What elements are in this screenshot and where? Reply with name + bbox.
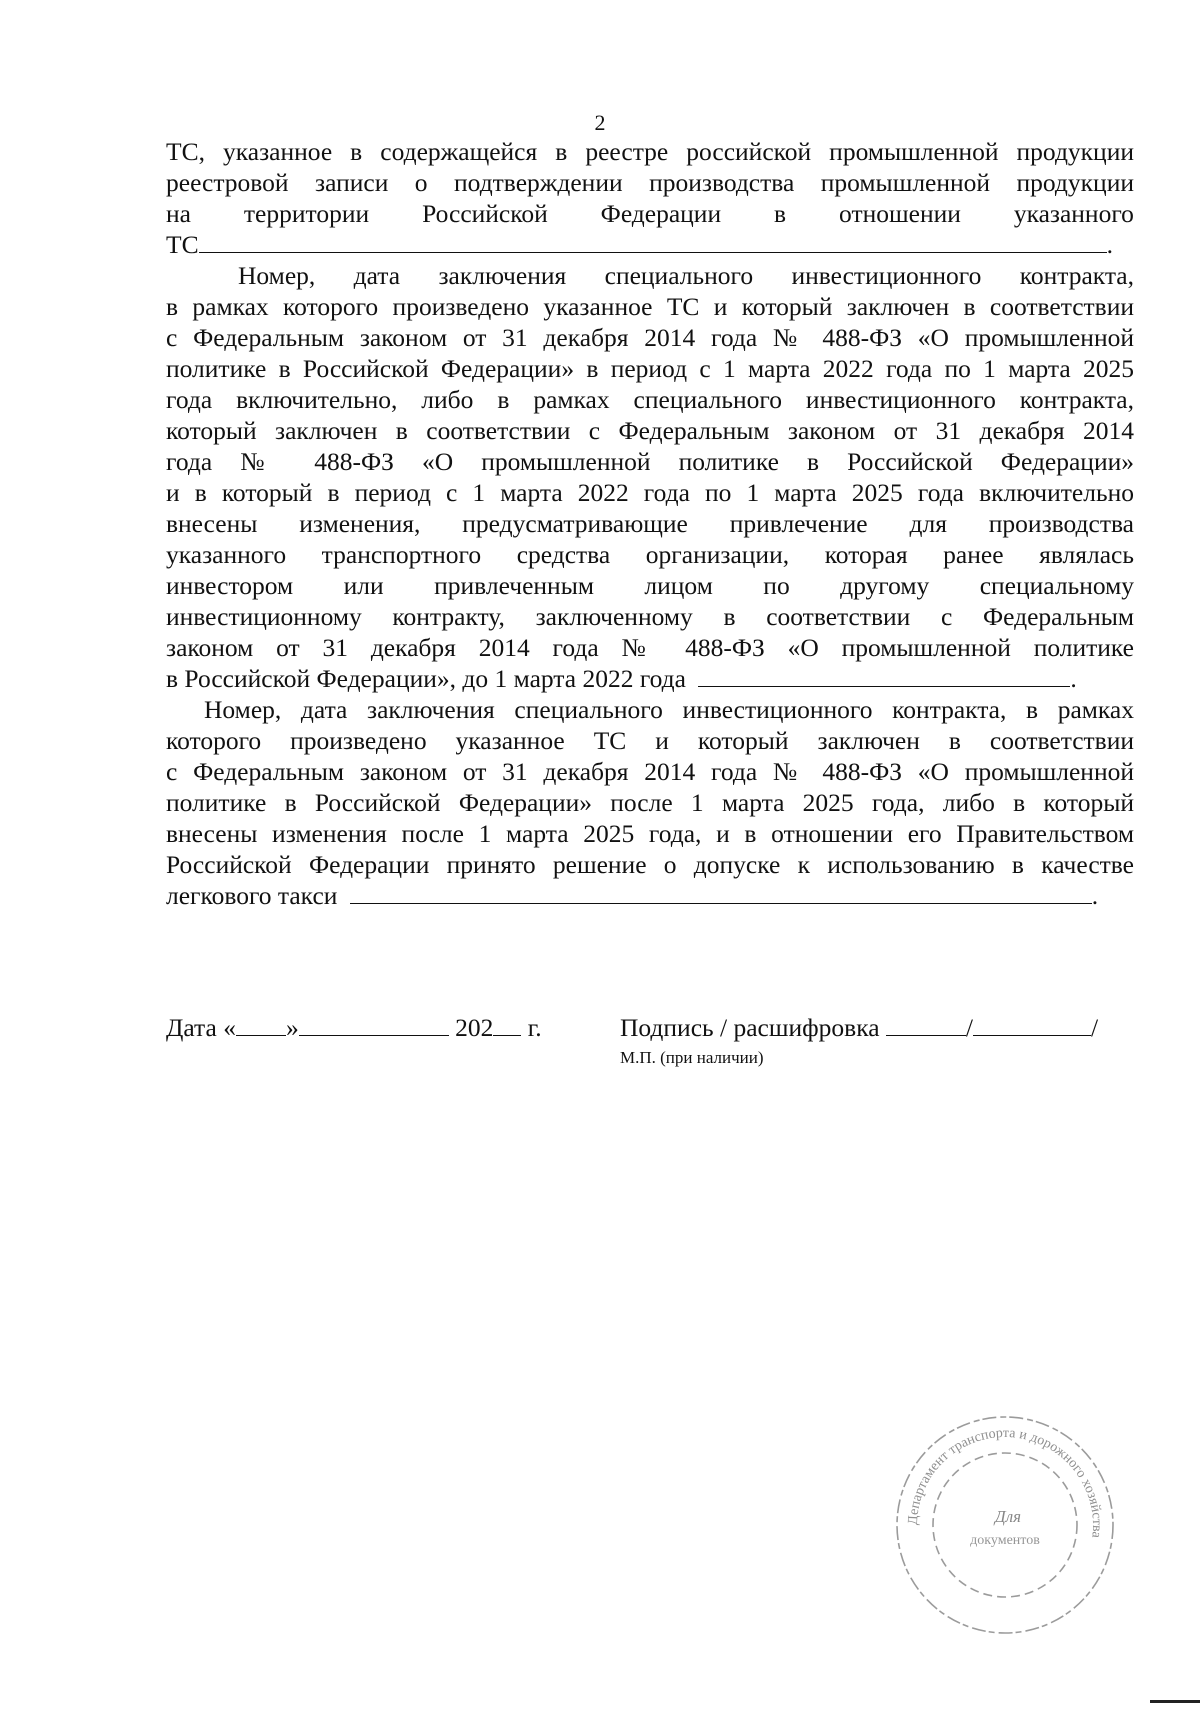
stamp-inner-text-1: Для [994, 1507, 1022, 1526]
text-line: политике в Российской Федерации» в период с 1 марта 2022 года по 1 марта 2025 [166, 354, 1134, 383]
text-line: с Федеральным законом от 31 декабря 2014 года № 488-ФЗ «О промышленной [166, 757, 1134, 786]
month-blank[interactable] [299, 1013, 449, 1036]
signature-slash: / [1091, 1013, 1099, 1042]
signature-blank[interactable] [886, 1013, 966, 1036]
line-end: . [1106, 230, 1113, 259]
line-end: . [1070, 664, 1077, 693]
text-line: реестровой записи о подтверждении производства промышленной продукции [166, 168, 1134, 197]
year-prefix: 202 [455, 1013, 494, 1042]
day-blank[interactable] [236, 1013, 286, 1036]
text-line: Российской Федерации принято решение о допуске к использованию в качестве [166, 850, 1134, 879]
text-line: внесены изменения после 1 марта 2025 года, и в отношении его Правительством [166, 819, 1134, 848]
word: в [774, 199, 787, 228]
text-line: ТС, указанное в содержащейся в реестре российской промышленной продукции [166, 137, 1134, 166]
text-line: Номер, дата заключения специального инвестиционного контракта, в рамках [204, 695, 1134, 724]
word: Федерации [600, 199, 722, 228]
fill-in-blank-contract-2022[interactable] [698, 664, 1070, 687]
word: территории [243, 199, 370, 228]
line-end: . [1091, 881, 1099, 910]
line-text: в Российской Федерации», до 1 марта 2022 года [166, 664, 686, 693]
text-line [166, 229, 1134, 261]
text-line: который заключен в соответствии с Федеральным законом от 31 декабря 2014 [166, 416, 1134, 445]
line-text: легкового такси [166, 881, 338, 910]
text-line: в рамках которого произведено указанное ТС и который заключен в соответствии [166, 292, 1134, 321]
text-line: года № 488-ФЗ «О промышленной политике в Российской Федерации» [166, 447, 1134, 476]
text-line: законом от 31 декабря 2014 года № 488-ФЗ «О промышленной политике [166, 633, 1134, 662]
text-line [166, 198, 1134, 230]
text-line: которого произведено указанное ТС и который заключен в соответствии [166, 726, 1134, 755]
text-line: с Федеральным законом от 31 декабря 2014 года № 488-ФЗ «О промышленной [166, 323, 1134, 352]
fill-in-blank-vehicle[interactable] [199, 230, 1107, 253]
date-label: Дата « [166, 1013, 236, 1042]
stamp-inner-text-2: документов [970, 1533, 1040, 1548]
year-blank[interactable] [493, 1013, 521, 1036]
text-line: и в который в период с 1 марта 2022 года по 1 марта 2025 года включительно [166, 478, 1134, 507]
word: отношении [839, 199, 961, 228]
line-text: ТС [166, 230, 199, 259]
page-number: 2 [594, 110, 606, 135]
signature-slash: / [965, 1013, 974, 1042]
signature-field [620, 1013, 1098, 1043]
word: Российской [422, 199, 548, 228]
text-line: указанного транспортного средства организации, которая ранее являлась [166, 540, 1134, 569]
text-line: внесены изменения, предусматривающие привлечение для производства [166, 509, 1134, 538]
stamp-ring-text: Департамент транспорта и дорожного хозяйства [905, 1425, 1105, 1539]
text-line: года включительно, либо в рамках специального инвестиционного контракта, [166, 385, 1134, 414]
year-suffix: г. [527, 1013, 542, 1042]
fill-in-blank-contract-2025[interactable] [350, 881, 1092, 904]
text-line: инвестиционному контракту, заключенному в соответствии с Федеральным [166, 602, 1134, 631]
text-line [166, 663, 1134, 695]
stamp-place-caption: М.П. (при наличии) [620, 1048, 764, 1067]
date-quote-close: » [285, 1013, 299, 1042]
word: на [166, 199, 191, 228]
official-stamp [890, 1410, 1120, 1640]
text-line: Номер, дата заключения специального инвестиционного контракта, [238, 261, 1134, 290]
scan-edge-mark [1150, 1700, 1200, 1703]
signature-label: Подпись / расшифровка [620, 1013, 880, 1042]
name-blank[interactable] [973, 1013, 1091, 1036]
word: указанного [1013, 199, 1134, 228]
date-field [166, 1013, 542, 1043]
text-line: инвестором или привлеченным лицом по другому специальному [166, 571, 1134, 600]
text-line [166, 880, 1134, 912]
text-line: политике в Российской Федерации» после 1 марта 2025 года, либо в который [166, 788, 1134, 817]
